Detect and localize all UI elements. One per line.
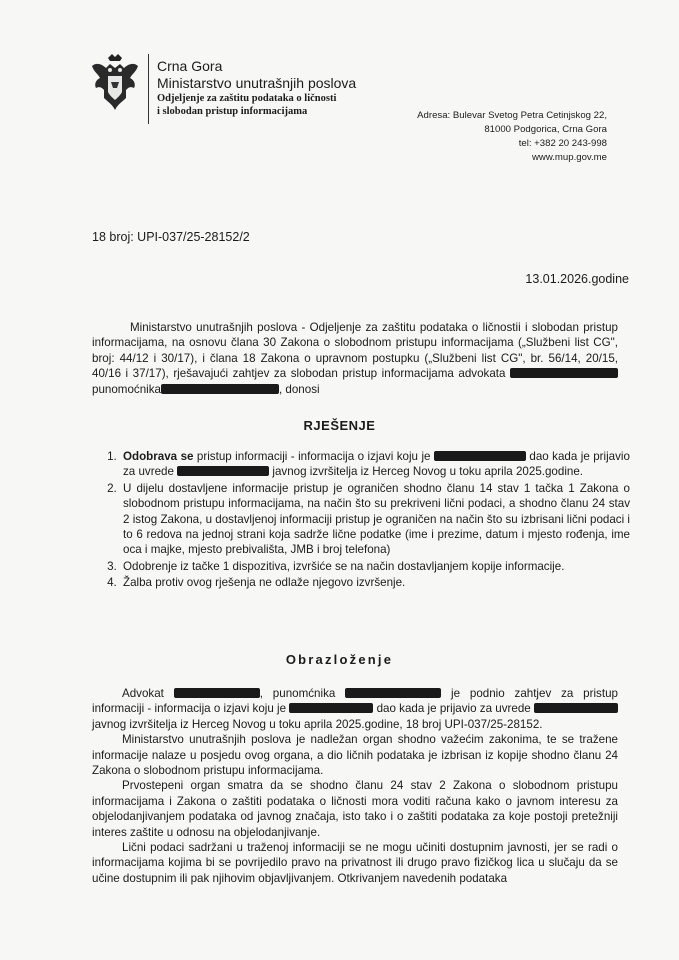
organization-block [157, 58, 356, 118]
redaction-bar [434, 451, 526, 461]
reasoning-paragraph-3: Prvostepeni organ smatra da se shodno članu 24 stav 2 Zakona o slobodnom pristupu informacijama i Zakona o zaštiti podataka o ličnosti mora voditi računa kako o javnom interesu za objelodanjivanjem podataka od javnog značaja, isto tako i o zaštiti podataka za koje postoji pretežniji interes zaštite u odnosu na objelodanjivanje. [92, 779, 618, 839]
document-date: 13.01.2026.godine [525, 272, 629, 286]
decision-item-1: 1. Odobrava se pristup informaciji - informacija o izjavi koju je dao kada je prijavio za uvrede javnog izvršitelja iz Herceg Novog u toku aprila 2025.godine. [120, 449, 630, 480]
reference-number: 18 broj: UPI-037/25-28152/2 [92, 230, 250, 244]
decision-item-3: 3. Odobrenje iz tačke 1 dispozitiva, izvršiće se na način dostavljanjem kopije informacije. [120, 559, 630, 574]
reasoning-paragraph-2: Ministarstvo unutrašnjih poslova je nadležan organ shodno važećim zakonima, te se tražene informacije nalaze u posjedu ovog organa, a dio ličnih podataka je izbrisan iz kopije shodno članu 24 Zakona o slobodnom pristupu informacijama. [92, 733, 618, 778]
reasoning-section [92, 686, 618, 886]
department-line-1: Odjeljenje za zaštitu podataka o ličnosti [157, 93, 337, 104]
website: www.mup.gov.me [532, 152, 607, 163]
redaction-bar [534, 703, 618, 713]
header-divider [148, 54, 149, 124]
ministry-name: Ministarstvo unutrašnjih poslova [157, 75, 357, 91]
phone: tel: +382 20 243-998 [518, 138, 607, 149]
redaction-bar [289, 703, 373, 713]
address-block [417, 109, 607, 165]
decision-item-2: 2. U dijelu dostavljene informacije pristup je ograničen shodno članu 14 stav 1 tačka 1 Zakona o slobodnom pristupu informacijama, na način što su prekriveni lični podaci, a shodno članu 24 stav 2 istog Zakona, u dostavljenoj informaciji pristup je ograničen na način što su izbrisani lični podaci i to 6 redova na jednoj strani koja sadrže lične podatke (ime i prezime, datum i mjesto rođenja, ime oca i majke, mjesto prebivališta, JMB i broj telefona) [120, 481, 630, 558]
address-line-2: 81000 Podgorica, Crna Gora [484, 124, 607, 135]
redaction-bar [177, 466, 269, 476]
country-name: Crna Gora [157, 58, 223, 74]
intro-paragraph: Ministarstvo unutrašnjih poslova - Odjeljenje za zaštitu podataka o ličnostii i slobodan pristup informacijama, na osnovu člana 30 Zakona o slobodnom pristupu informacijama („Službeni list CG", broj: 44/12 i 30/17), i člana 18 Zakona o upravnom postupku („Službeni list CG", br. 56/14, 20/15, 40/16 i 37/17), rješavajući zahtjev za slobodan pristup informacijama advokata punomoćnika , donosi [92, 321, 618, 396]
decision-item-4: 4. Žalba protiv ovog rješenja ne odlaže njegovo izvršenje. [120, 575, 630, 590]
reasoning-paragraph-1: Advokat , punomćnika je podnio zahtjev za pristup informaciji - informacija o izjavi koju je dao kada je prijavio za uvrede javnog izvršitelja iz Herceg Novog u toku aprila 2025.godine, 18 broj UPI-037/25-28152. [92, 687, 618, 731]
address-line-1: Adresa: Bulevar Svetog Petra Cetinjskog 22, [417, 110, 607, 121]
decision-heading: RJEŠENJE [303, 418, 376, 433]
reasoning-paragraph-4: Lični podaci sadržani u traženoj informaciji se ne mogu učiniti dostupnim javnosti, jer se radi o informacijama kojima bi se povrijedilo pravo na privatnost ili drugo pravo fizičkog lica u slučaju da se učine dostupnim ili pak njihovim objavljivanjem. Otkrivanjem navedenih podataka [92, 841, 618, 885]
department-line-2: i slobodan pristup informacijama [157, 106, 308, 117]
redaction-bar [345, 688, 441, 698]
redaction-bar [510, 368, 618, 378]
reasoning-heading: Obrazloženje [285, 652, 394, 667]
coat-of-arms-icon [86, 52, 144, 114]
redaction-bar [161, 384, 279, 394]
decision-items [92, 449, 630, 592]
redaction-bar [174, 688, 260, 698]
